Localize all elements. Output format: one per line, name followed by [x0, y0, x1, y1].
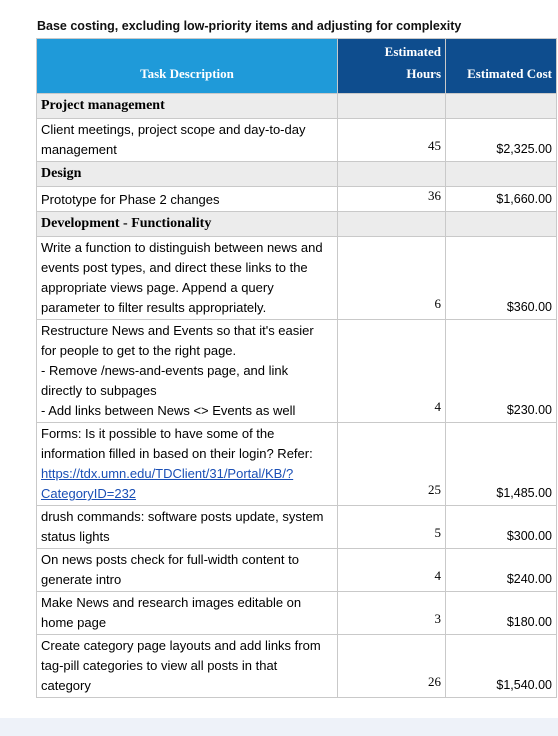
task-line: events post types, and direct these links to the	[41, 260, 308, 275]
task-line: management	[41, 142, 117, 157]
task-description	[37, 549, 338, 592]
task-line: Write a function to distinguish between news and	[41, 240, 323, 255]
estimated-cost: $180.00	[446, 592, 557, 635]
section-hours-cell	[338, 212, 446, 237]
header-estimated-cost: Estimated Cost	[446, 39, 557, 94]
header-estimated-hours	[338, 39, 446, 94]
section-cost-cell	[446, 162, 557, 187]
table-row	[37, 592, 557, 635]
estimated-cost: $1,485.00	[446, 423, 557, 506]
task-line: parameter to filter results appropriately.	[41, 300, 267, 315]
section-row	[37, 212, 557, 237]
header-task-description: Task Description	[37, 39, 338, 94]
task-description	[37, 592, 338, 635]
table-row	[37, 187, 557, 212]
estimated-hours: 4	[338, 549, 446, 592]
task-line: Restructure News and Events so that it's easier	[41, 323, 314, 338]
table-row	[37, 635, 557, 698]
task-line: Create category page layouts and add links from	[41, 638, 321, 653]
table-row	[37, 549, 557, 592]
section-title: Project management	[37, 94, 338, 119]
link-line[interactable]: https://tdx.umn.edu/TDClient/31/Portal/KB/?	[41, 466, 294, 481]
estimated-hours: 36	[338, 187, 446, 212]
table-row	[37, 119, 557, 162]
section-title: Design	[37, 162, 338, 187]
task-description	[37, 506, 338, 549]
table-caption: Base costing, excluding low-priority items and adjusting for complexity	[37, 19, 462, 33]
task-line: category	[41, 678, 91, 693]
estimated-cost: $240.00	[446, 549, 557, 592]
task-line: drush commands: software posts update, system	[41, 509, 324, 524]
task-line: for people to get to the right page.	[41, 343, 237, 358]
section-hours-cell	[338, 162, 446, 187]
task-line: tag-pill categories to view all posts in that	[41, 658, 278, 673]
task-description	[37, 320, 338, 423]
estimated-cost: $230.00	[446, 320, 557, 423]
estimated-cost: $2,325.00	[446, 119, 557, 162]
task-line: status lights	[41, 529, 110, 544]
task-line: Make News and research images editable on	[41, 595, 302, 610]
estimated-hours: 45	[338, 119, 446, 162]
task-description	[37, 423, 338, 506]
section-cost-cell	[446, 94, 557, 119]
task-line: - Remove /news-and-events page, and link	[41, 363, 289, 378]
task-line: appropriate views page. Append a query	[41, 280, 274, 295]
task-line: Forms: Is it possible to have some of the	[41, 426, 275, 441]
task-line: home page	[41, 615, 107, 630]
table-row	[37, 506, 557, 549]
task-line: - Add links between News <> Events as well	[41, 403, 296, 418]
task-line: information filled in based on their login? Refer:	[41, 446, 313, 461]
estimated-hours: 4	[338, 320, 446, 423]
task-line: Prototype for Phase 2 changes	[41, 192, 220, 207]
reference-link[interactable]	[41, 464, 333, 504]
estimated-cost: $1,540.00	[446, 635, 557, 698]
table-row	[37, 237, 557, 320]
task-description	[37, 237, 338, 320]
task-line: On news posts check for full-width content to	[41, 552, 299, 567]
costing-table	[36, 38, 557, 698]
link-line[interactable]: CategoryID=232	[41, 486, 137, 501]
section-row	[37, 162, 557, 187]
estimated-hours: 5	[338, 506, 446, 549]
estimated-hours: 6	[338, 237, 446, 320]
estimated-cost: $1,660.00	[446, 187, 557, 212]
section-row	[37, 94, 557, 119]
estimated-hours: 25	[338, 423, 446, 506]
section-hours-cell	[338, 94, 446, 119]
header-row	[37, 39, 557, 94]
task-line: generate intro	[41, 572, 122, 587]
section-title: Development - Functionality	[37, 212, 338, 237]
header-hours-line1: Estimated	[384, 44, 441, 59]
estimated-hours: 3	[338, 592, 446, 635]
page-bottom-band	[0, 718, 558, 736]
task-line: Client meetings, project scope and day-to-day	[41, 122, 306, 137]
table-body	[37, 94, 557, 698]
estimated-cost: $360.00	[446, 237, 557, 320]
estimated-hours: 26	[338, 635, 446, 698]
section-cost-cell	[446, 212, 557, 237]
task-description	[37, 119, 338, 162]
task-description	[37, 187, 338, 212]
task-line: directly to subpages	[41, 383, 157, 398]
table-row	[37, 320, 557, 423]
table-row	[37, 423, 557, 506]
estimated-cost: $300.00	[446, 506, 557, 549]
task-description	[37, 635, 338, 698]
header-hours-line2: Hours	[406, 66, 441, 81]
